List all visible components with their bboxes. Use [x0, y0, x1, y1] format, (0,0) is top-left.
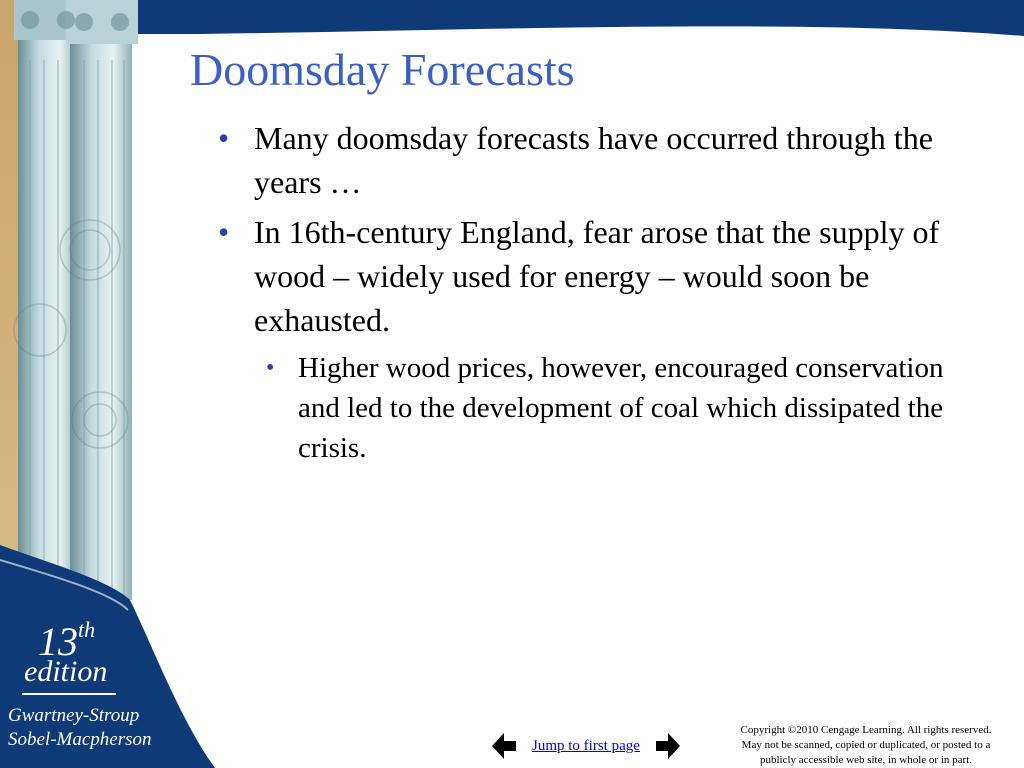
edition-divider [22, 693, 116, 695]
bullet-list [214, 116, 974, 468]
decorative-column-art [0, 0, 215, 768]
bullet-marker: • [266, 355, 275, 381]
edition-label: edition [24, 655, 108, 688]
sub-bullet-item [214, 348, 974, 468]
bullet-marker: • [218, 120, 230, 156]
slide-navigation [492, 731, 680, 761]
authors [8, 704, 152, 752]
copyright-line-2: May not be scanned, copied or duplicated, or posted to a [741, 739, 991, 751]
arrow-right-icon[interactable] [656, 733, 680, 759]
copyright-notice [716, 723, 1016, 768]
jump-to-first-page-link[interactable]: Jump to first page [532, 737, 640, 754]
bullet-item [214, 210, 974, 342]
edition-suffix: th [78, 617, 96, 642]
slide-title: Doomsday Forecasts [190, 44, 575, 95]
authors-line-2: Sobel-Macpherson [8, 729, 152, 750]
bullet-item [214, 116, 974, 204]
copyright-line-3: publicly accessible web site, in whole or in part. [760, 754, 972, 766]
copyright-line-1: Copyright ©2010 Cengage Learning. All rights reserved. [740, 724, 992, 736]
bullet-marker: • [218, 214, 230, 250]
edition-number: 13th [38, 617, 96, 664]
bullet-text: Higher wood prices, however, encouraged conservation and led to the development of coal which dissipated the crisis. [298, 352, 944, 464]
authors-line-1: Gwartney-Stroup [8, 705, 140, 726]
arrow-left-icon[interactable] [492, 733, 516, 759]
bullet-text: In 16th-century England, fear arose that the supply of wood – widely used for energy – would soon be exhausted. [254, 214, 940, 338]
bullet-text: Many doomsday forecasts have occurred through the years … [254, 120, 933, 200]
